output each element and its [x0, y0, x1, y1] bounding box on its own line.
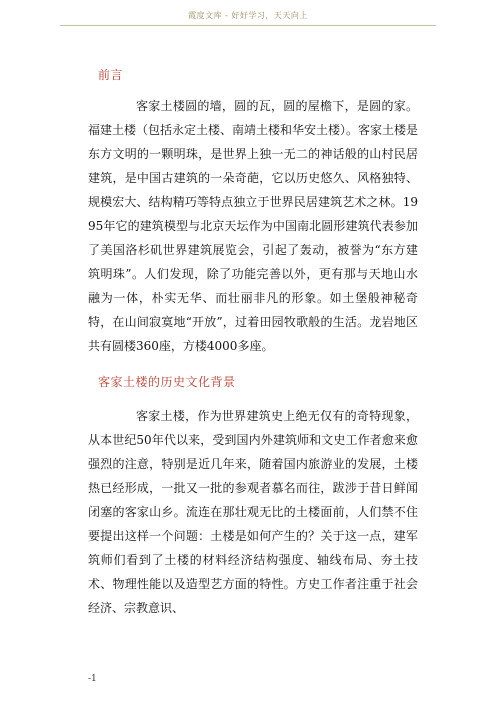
- section-body-preface: 客家土楼圆的墙，圆的瓦，圆的屋檐下，是圆的家。福建土楼（包括永定土楼、南靖土楼和华安土楼）。客家土楼是东方文明的一颗明珠，是世界上独一无二的神话般的山村民居建筑，是中国古建筑的一朵奇葩，它以历史悠久、风格独特、规模宏大、结构精巧等特点独立于世界民居建筑艺术之林。1995年它的建筑模型与北京天坛作为中国南北圆形建筑代表参加了美国洛杉矶世界建筑展览会，引起了轰动，被誉为“东方建筑明珠”。人们发现，除了功能完善以外，更有那与天地山水融为一体，朴实无华、而壮丽非凡的形象。如土堡般神秘奇特，在山间寂寞地“开放”，过着田园牧歌般的生活。龙岩地区共有圆楼360座，方楼4000多座。: [88, 99, 419, 353]
- section-title-preface: 前言: [98, 68, 124, 82]
- page-header: 霞度文库 - 好好学习，天天向上: [188, 11, 308, 20]
- section-body-history: 客家土楼，作为世界建筑史上绝无仅有的奇特现象，从本世纪50年代以来，受到国内外建筑师和文史工作者愈来愈强烈的注意，特别是近几年来，随着国内旅游业的发展，土楼热已经形成，一批又一批的参观者慕名而往，跋涉于昔日鲜闻闭塞的客家山乡。流连在那壮观无比的土楼面前，人们禁不住要提出这样一个问题：土楼是如何产生的？关于这一点，建军筑师们看到了土楼的材料经济结构强度、轴线布局、夯土技术、物理性能以及造型艺方面的特性。方史工作者注重于社会经济、宗教意识、: [88, 409, 418, 615]
- page-number: -1: [88, 674, 97, 684]
- header-divider: [60, 25, 436, 26]
- section-title-history: 客家土楼的历史文化背景: [98, 375, 236, 389]
